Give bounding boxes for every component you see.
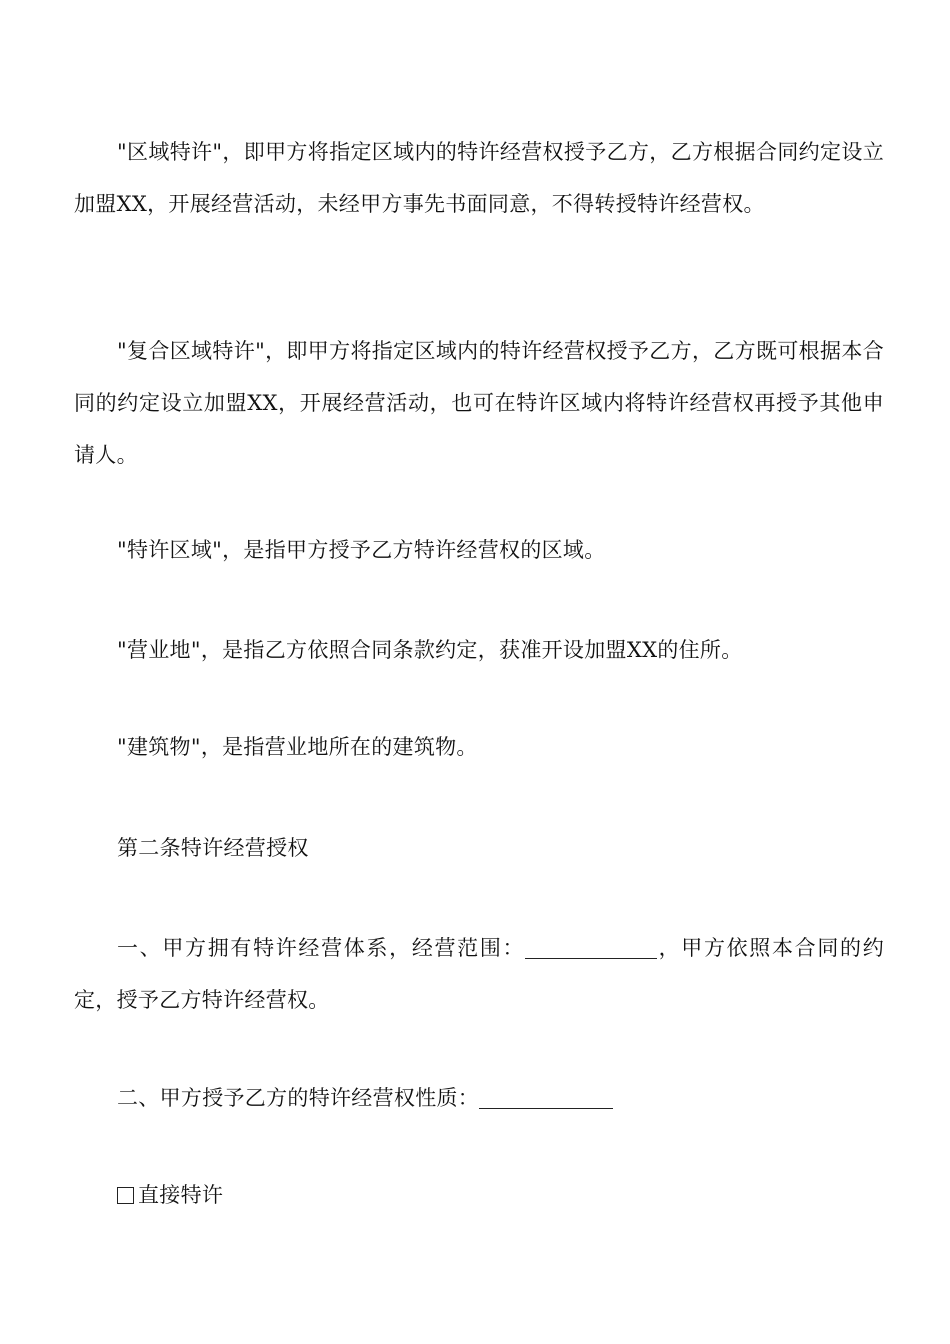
clause-one-before: 一、甲方拥有特许经营体系，经营范围： xyxy=(117,936,526,960)
franchise-nature-blank[interactable] xyxy=(479,1088,613,1109)
clause-one xyxy=(74,922,884,1026)
definition-compound-regional-franchise: "复合区域特许"，即甲方将指定区域内的特许经营权授予乙方，乙方既可根据本合同的约定设立加盟XX，开展经营活动，也可在特许区域内将特许经营权再授予其他申请人。 xyxy=(74,339,884,467)
clause-two-text: 二、甲方授予乙方的特许经营权性质： xyxy=(117,1086,480,1110)
article-two-heading: 第二条特许经营授权 xyxy=(117,836,309,860)
definition-business-premises: "营业地"，是指乙方依照合同条款约定，获准开设加盟XX的住所。 xyxy=(117,638,743,662)
option-direct-franchise xyxy=(74,1169,884,1221)
option-label: 直接特许 xyxy=(138,1183,224,1207)
clause-one-after: ，甲方依照本合同的约定，授予乙方特许经营权。 xyxy=(74,936,885,1012)
clause-two xyxy=(74,1072,884,1124)
checkbox-icon[interactable] xyxy=(117,1187,134,1204)
definition-building: "建筑物"，是指营业地所在的建筑物。 xyxy=(117,735,478,759)
definition-franchise-area: "特许区域"，是指甲方授予乙方特许经营权的区域。 xyxy=(117,538,606,562)
business-scope-blank[interactable] xyxy=(525,938,657,959)
definition-regional-franchise: "区域特许"，即甲方将指定区域内的特许经营权授予乙方，乙方根据合同约定设立加盟XX，开展经营活动，未经甲方事先书面同意，不得转授特许经营权。 xyxy=(74,140,884,216)
